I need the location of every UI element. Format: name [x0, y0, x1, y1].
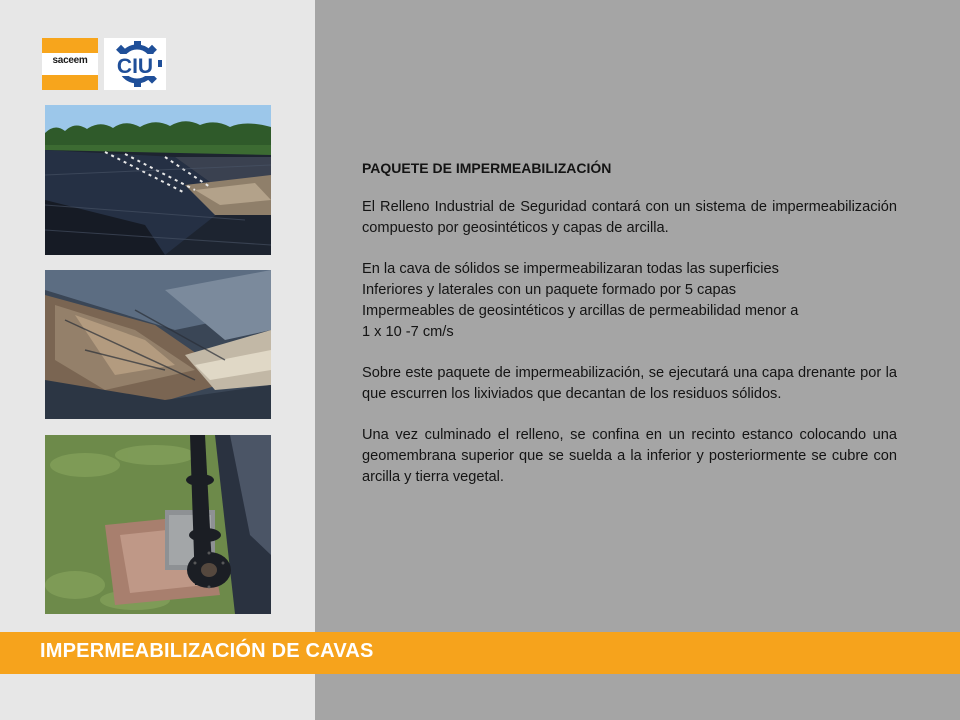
- saceem-logo-text: saceem: [52, 55, 88, 66]
- title-banner: [0, 632, 960, 674]
- paragraph-cava: [362, 259, 897, 343]
- paragraph-cava-line: Inferiores y laterales con un paquete formado por 5 capas: [362, 282, 736, 298]
- paragraph-intro: El Relleno Industrial de Seguridad contará con un sistema de impermeabilización compuesto por geosintéticos y capas de arcilla.: [362, 199, 897, 236]
- photo-drain-pipe: [45, 435, 271, 614]
- ciu-logo: [104, 38, 166, 90]
- ciu-gear-icon: [104, 38, 166, 90]
- section-heading: PAQUETE DE IMPERMEABILIZACIÓN: [362, 160, 612, 176]
- paragraph-closure: Una vez culminado el relleno, se confina en un recinto estanco colocando una geomembrana superior que se suelda a la inferior y posteriormente se cubre con arcilla y tierra vegetal.: [362, 427, 897, 485]
- paragraph-drainage: Sobre este paquete de impermeabilización, se ejecutará una capa drenante por la que escurren los lixiviados que decantan de los residuos sólidos.: [362, 365, 897, 402]
- paragraph-cava-line: En la cava de sólidos se impermeabilizaran todas las superficies: [362, 261, 779, 277]
- photo-lined-pit: [45, 105, 271, 255]
- content-block: [362, 158, 897, 508]
- paragraph-cava-line: Impermeables de geosintéticos y arcillas de permeabilidad menor a: [362, 303, 799, 319]
- banner-title: IMPERMEABILIZACIÓN DE CAVAS: [40, 640, 374, 662]
- paragraph-cava-line: 1 x 10 -7 cm/s: [362, 324, 454, 340]
- photo-membrane-layers: [45, 270, 271, 419]
- saceem-logo: [42, 38, 98, 90]
- ciu-logo-text: CIU: [116, 55, 154, 78]
